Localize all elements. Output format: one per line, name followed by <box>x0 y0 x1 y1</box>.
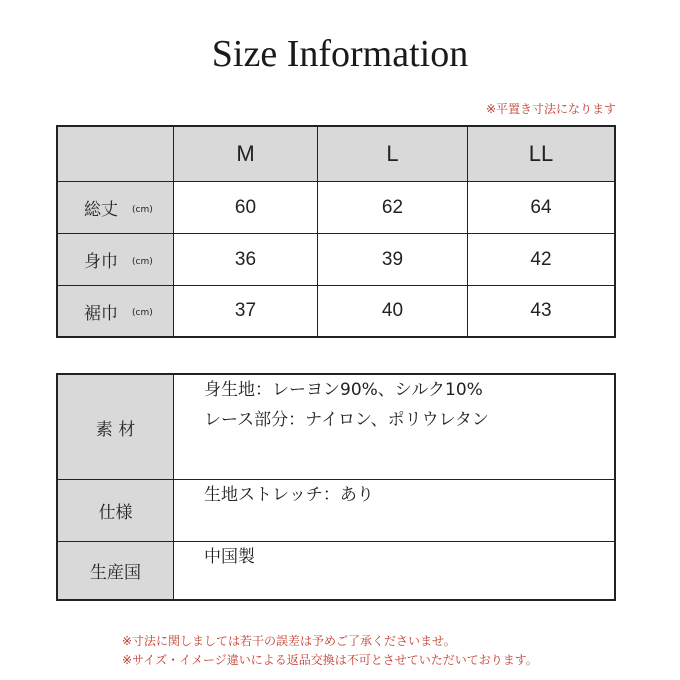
spec-label: 仕様 <box>58 480 174 542</box>
size-header-m: M <box>174 127 318 182</box>
spec-table <box>56 373 616 601</box>
bottom-notes <box>122 632 538 670</box>
table-cell: 62 <box>318 182 468 234</box>
measurement-error-note: ※寸法に関しましては若干の誤差は予めご了承くださいませ。 <box>122 634 456 648</box>
row-unit: (cm) <box>132 256 153 267</box>
row-label-hem-width <box>58 286 174 336</box>
row-label-length <box>58 182 174 234</box>
row-label-text: 総丈 <box>84 200 118 220</box>
flat-measurement-note: ※平置き寸法になります <box>485 102 616 116</box>
row-label-text: 裾巾 <box>84 303 118 324</box>
origin-value: 中国製 <box>204 547 255 567</box>
spec-value: 生地ストレッチ：あり <box>174 480 614 542</box>
material-label: 素 材 <box>58 375 174 480</box>
table-cell: 60 <box>174 182 318 234</box>
no-return-note: ※サイズ・イメージ違いによる返品交換は不可とさせていただいております。 <box>122 653 538 667</box>
table-cell: 64 <box>468 182 614 234</box>
material-line-lace: レース部分：ナイロン、ポリウレタン <box>204 410 489 430</box>
material-line-body: 身生地：レーヨン90%、シルク10% <box>204 380 483 400</box>
origin-label: 生産国 <box>58 542 174 599</box>
material-value <box>174 375 614 480</box>
table-cell: 43 <box>530 300 552 321</box>
table-cell: 40 <box>318 286 468 336</box>
row-label-text: 身巾 <box>84 252 118 272</box>
table-cell: 42 <box>468 234 614 286</box>
size-table-corner <box>58 127 174 182</box>
table-cell: 36 <box>174 234 318 286</box>
size-header-ll: LL <box>468 127 614 182</box>
size-header-l: L <box>318 127 468 182</box>
row-unit: (cm) <box>132 204 153 215</box>
row-label-body-width <box>58 234 174 286</box>
table-cell: 37 <box>174 286 318 336</box>
row-unit: (cm) <box>132 308 153 318</box>
page-title: Size Information <box>211 33 469 75</box>
size-table <box>56 125 616 338</box>
table-cell: 39 <box>318 234 468 286</box>
